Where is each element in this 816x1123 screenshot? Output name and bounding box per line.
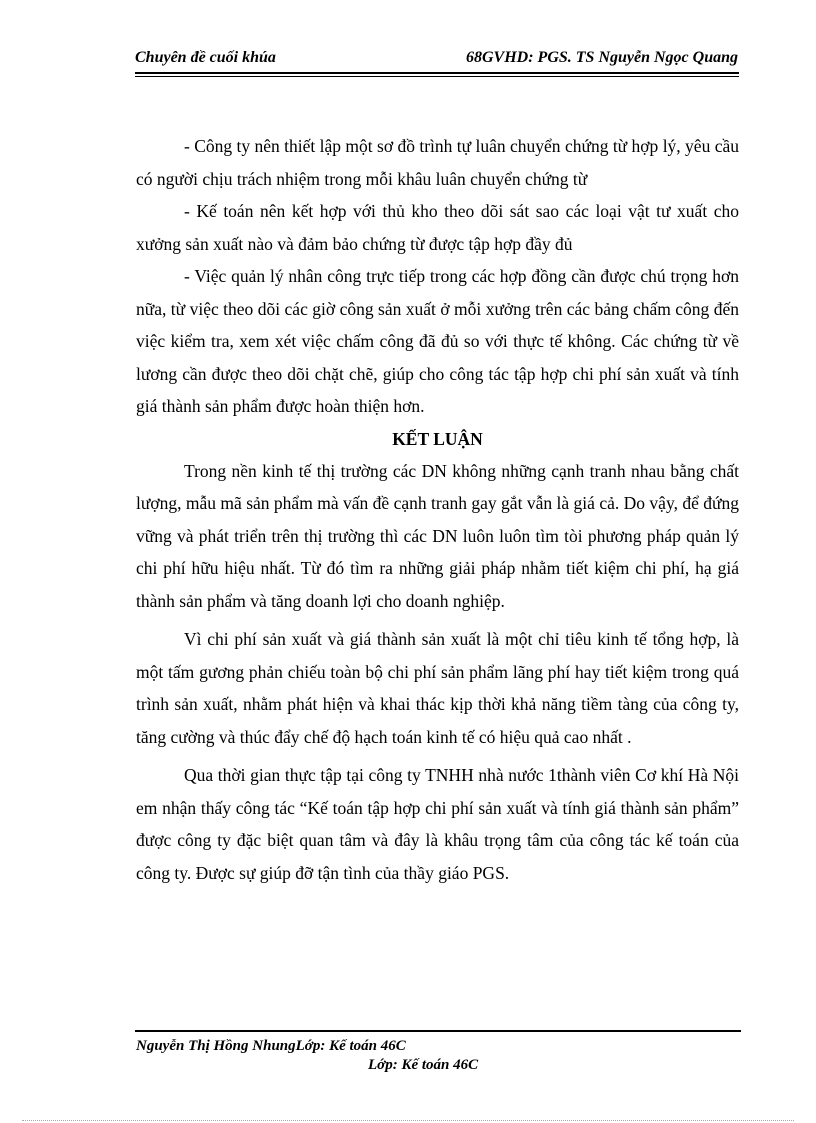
body-paragraph: Trong nền kinh tế thị trường các DN không những cạnh tranh nhau bằng chất lượng, mẫu mã sản phẩm mà vấn đề cạnh tranh gay gắt vẫn là giá cả. Do vậy, để đứng vững và phát triển trên thị trường thì các DN luôn luôn tìm tòi phương pháp quản lý chi phí hữu hiệu nhất. Từ đó tìm ra những giải pháp nhằm tiết kiệm chi phí, hạ giá thành sản phẩm và tăng doanh lợi cho doanh nghiệp. — [136, 460, 739, 611]
header-right: 68GVHD: PGS. TS Nguyễn Ngọc Quang — [465, 49, 738, 66]
bullet-paragraph: - Kế toán nên kết hợp với thủ kho theo dõi sát sao các loại vật tư xuất cho xưởng sản xuất nào và đảm bảo chứng từ được tập hợp đầy đủ — [136, 201, 739, 254]
header-divider — [135, 72, 739, 74]
footer-divider — [135, 1030, 741, 1032]
footer-line-2: Lớp: Kế toán 46C — [368, 1057, 479, 1073]
header-divider-thin — [135, 76, 739, 77]
document-body — [136, 130, 739, 889]
body-paragraph: Qua thời gian thực tập tại công ty TNHH nhà nước 1thành viên Cơ khí Hà Nội em nhận thấy công tác “Kế toán tập hợp chi phí sản xuất và tính giá thành sản phẩm” được công ty đặc biệt quan tâm và đây là khâu trọng tâm của công tác kế toán của công ty. Được sự giúp đỡ tận tình của thầy giáo PGS. — [136, 765, 739, 883]
footer-line-1: Nguyễn Thị Hồng NhungLớp: Kế toán 46C — [136, 1038, 406, 1054]
bullet-paragraph: - Việc quản lý nhân công trực tiếp trong các hợp đồng cần được chú trọng hơn nữa, từ việc theo dõi các giờ công sản xuất ở mỗi xưởng trên các bảng chấm công đến việc kiểm tra, xem xét việc chấm công đã đủ so với thực tế không. Các chứng từ về lương cần được theo dõi chặt chẽ, giúp cho công tác tập hợp chi phí sản xuất và tính giá thành sản phẩm được hoàn thiện hơn. — [136, 266, 739, 416]
section-title: KẾT LUẬN — [392, 428, 483, 449]
page-edge — [22, 1120, 794, 1121]
bullet-paragraph: - Công ty nên thiết lập một sơ đồ trình tự luân chuyển chứng từ hợp lý, yêu cầu có người chịu trách nhiệm trong mỗi khâu luân chuyển chứng từ — [136, 136, 739, 189]
header-left: Chuyên đề cuối khúa — [135, 49, 276, 66]
page-header — [135, 49, 738, 67]
body-paragraph: Vì chi phí sản xuất và giá thành sản xuất là một chỉ tiêu kinh tế tổng hợp, là một tấm gương phản chiếu toàn bộ chi phí sản phẩm lãng phí hay tiết kiệm trong quá trình sản xuất, nhằm phát hiện và khai thác kịp thời khả năng tiềm tàng của công ty, tăng cường và thúc đẩy chế độ hạch toán kinh tế có hiệu quả cao nhất . — [136, 629, 739, 747]
page-footer — [136, 1037, 739, 1075]
